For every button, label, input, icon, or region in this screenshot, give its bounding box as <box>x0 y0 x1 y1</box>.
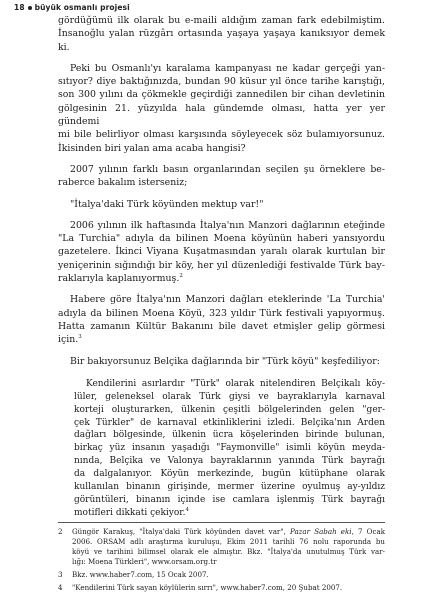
body-text <box>58 14 385 520</box>
text-line: sıtıyor? diye baktığınızda, bundan 90 küsur yıl önce tarihe karıştığı, <box>58 76 385 88</box>
footnote-4 <box>58 583 385 593</box>
block-quote <box>74 378 385 520</box>
footnote-ref[interactable]: 3 <box>78 334 82 341</box>
quote-line: lüler, geleneksel olarak Türk giysi ve bayraklarıyla karnaval <box>74 391 385 402</box>
paragraph-2 <box>58 62 385 155</box>
quote-line: nında, Belçika ve Valonya bayraklarının yanında Türk bayrağı <box>74 456 385 467</box>
text-line: "La Turchia" adıyla da bilinen Moena köyünün haberi yansıyordu <box>58 233 385 245</box>
running-head <box>14 3 130 12</box>
footnote-line: köyü ve tarihini bilimsel olarak ele almıştır. Bkz. "İtalya'da unutulmuş Türk var- <box>72 547 385 556</box>
footnote-ref[interactable]: 2 <box>179 273 183 280</box>
text-fragment: motifleri dikkati çekiyor. <box>74 507 186 518</box>
text-line: son 300 yılını da çökmekle geçirdiği zannedilen bir cihan devletinin <box>58 89 385 101</box>
quote-line: birkaç yüz insanın yaşadığı "Faymonville" isimli köyün meyda- <box>74 443 385 454</box>
footnote-3 <box>58 570 385 580</box>
text-fragment: Hatta zamanın Kültür Bakanını bile davet etmişler gelip görmesi için. <box>58 320 385 346</box>
text-line: 2006 yılının ilk haftasında İtalya'nın Manzori dağlarının eteğinde <box>70 219 385 231</box>
text-line <box>58 320 385 347</box>
bullet-dot-icon <box>28 6 32 10</box>
footnote-number: 3 <box>58 570 63 579</box>
text-line: adıyla da bilinen Moena Köyü, 323 yıldır Türk festivali yapıyormuş. <box>58 307 385 319</box>
page-number: 18 <box>14 3 25 12</box>
quote-line: kullanılan binanın girişinde, mermer üzerine oyulmuş ay-yıldız <box>74 482 385 493</box>
footnote-line: 2006. ORSAM adlı araştırma kuruluşu, Ekim 2011 tarihli 76 nolu raporunda bu <box>72 537 385 546</box>
text-line: raberce bakalım isterseniz; <box>58 177 188 189</box>
text-line: "İtalya'daki Türk köyünden mektup var!" <box>70 198 264 210</box>
footnote-divider <box>58 522 385 523</box>
publication-name: Pazar Sabah eki <box>290 527 352 536</box>
text-line <box>58 272 385 285</box>
footnote-ref[interactable]: 4 <box>185 506 189 513</box>
paragraph-5 <box>58 219 385 285</box>
footnote-text <box>72 527 385 567</box>
paragraph-7 <box>58 355 385 368</box>
text-line: yeniçerinin sığındığı bir köy, her yıl düzenlediği festivalde Türk bay- <box>58 259 385 271</box>
paragraph-1 <box>58 14 385 54</box>
footnote-number: 4 <box>58 583 63 592</box>
quote-line: çek Türkler" de karnaval etkinliklerini izledi. Belçika'nın Arden <box>74 417 385 428</box>
text-line: İkisinden biri yalan ama acaba hangisi? <box>58 142 246 154</box>
text-line: gördüğümü ilk olarak bu e-maili aldığım zaman fark edebilmiştim. <box>58 15 385 26</box>
book-title: büyük osmanlı projesi <box>34 3 130 12</box>
footnote-line: lığı: Moena Türkleri", www.orsam.org.tr <box>72 557 217 566</box>
text-line: 2007 yılının farklı basın organlarından seçilen şu örneklere be- <box>70 163 385 175</box>
text-line: Peki bu Osmanlı'yı karalama kampanyası ne kadar gerçeği yan- <box>70 62 385 74</box>
footnote-text: Bkz. www.haber7.com, 15 Ocak 2007. <box>72 570 209 579</box>
quote-line: da dalgalanıyor. Köyün merkezinde, bugün kütüphane olarak <box>74 469 385 480</box>
footnotes <box>58 527 385 593</box>
text-fragment: raklarıyla kaplanıyormuş. <box>58 273 180 285</box>
quote-line: Kendilerini asırlardır "Türk" olarak nitelendiren Belçikalı köy- <box>86 378 385 389</box>
quote-line <box>74 507 385 520</box>
paragraph-6 <box>58 293 385 346</box>
footnote-line: Güngör Karakuş, "İtalya'daki Türk köyünden davet var", Pazar Sabah eki, 7 Ocak <box>72 527 385 536</box>
text-line: mi bile belirliyor olması karşısında söyleyecek söz bulamıyorsunuz. <box>58 129 385 141</box>
text-line: Habere göre İtalya'nın Manzori dağları eteklerinde 'La Turchia' <box>70 294 385 306</box>
text-line: gazetelere. İkinci Viyana Kuşatmasından yaralı olarak kurtulan bir <box>58 246 385 258</box>
quote-line: korteji oluşturarken, ülkenin çeşitli bölgelerinden gelen "ger- <box>74 404 385 415</box>
text-line: gölgesinin 21. yüzyılda hala gündemde olması, hatta yer yer gündemi <box>58 102 385 128</box>
paragraph-4 <box>58 198 385 211</box>
quote-line: görüntüleri, binanın içinde ise camlara işlenmiş Türk bayrağı <box>74 494 385 505</box>
footnote-text: "Kendilerini Türk sayan köylülerin sırrı", www.haber7.com, 20 Şubat 2007. <box>72 583 343 592</box>
quote-line: dağları bölgesinde, ülkenin ücra köşelerinden birinde bulunan, <box>74 430 385 441</box>
text-line: İnsanoğlu yalan rüzgârı ortasında yaşaya yaşaya kanıksıyor demek ki. <box>58 28 385 53</box>
footnote-2 <box>58 527 385 567</box>
text-line: Bir bakıyorsunuz Belçika dağlarında bir "Türk köyü" keşfediliyor: <box>70 355 380 367</box>
paragraph-3 <box>58 163 385 190</box>
footnote-number: 2 <box>58 527 63 536</box>
